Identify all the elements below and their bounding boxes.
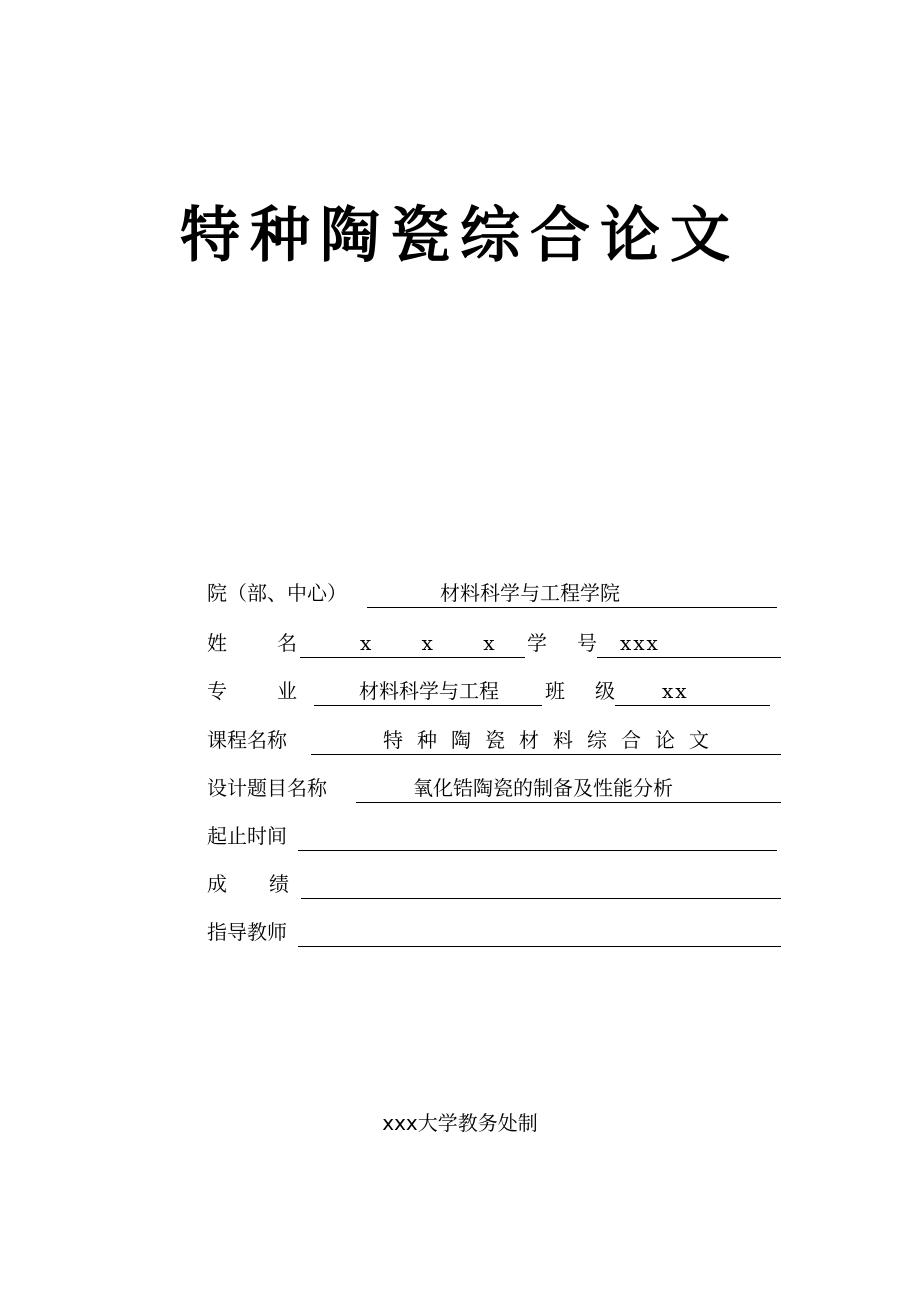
issuer-footer <box>0 1108 920 1138</box>
name-row <box>207 628 787 658</box>
period-label: 起止时间 <box>207 824 287 848</box>
student-id-value: xxx <box>620 631 660 655</box>
department-value: 材料科学与工程学院 <box>440 581 620 605</box>
student-id-label-a: 学 <box>527 631 547 655</box>
document-title: 特种陶瓷综合论文 <box>180 201 740 271</box>
name-label-a: 姓 <box>207 631 227 655</box>
design-title-value: 氧化锆陶瓷的制备及性能分析 <box>413 776 673 800</box>
course-label: 课程名称 <box>207 728 287 752</box>
issuer-text: 大学教务处制 <box>417 1111 538 1135</box>
class-underline <box>615 676 770 706</box>
major-label-a: 专 <box>207 679 227 703</box>
score-label <box>207 869 289 899</box>
score-label-a: 成 <box>207 872 227 896</box>
department-label: 院（部、中心） <box>207 581 347 605</box>
major-label-b: 业 <box>277 679 297 703</box>
major-label <box>207 676 297 706</box>
major-value: 材料科学与工程 <box>359 679 499 703</box>
period-row <box>207 821 787 851</box>
department-row <box>207 578 787 608</box>
class-label-a: 班 <box>545 679 565 703</box>
course-value: 特种陶瓷材料综合论文 <box>383 728 723 752</box>
advisor-underline <box>298 917 781 947</box>
class-label-b: 级 <box>595 679 615 703</box>
advisor-row <box>207 917 787 947</box>
design-title-row <box>207 773 787 803</box>
major-row <box>207 676 787 706</box>
design-title-label: 设计题目名称 <box>207 776 327 800</box>
student-id-label <box>527 628 597 658</box>
class-label <box>545 676 615 706</box>
period-underline <box>298 821 777 851</box>
name-label-b: 名 <box>277 631 297 655</box>
issuer-org: xxx <box>382 1111 418 1135</box>
name-label <box>207 628 297 658</box>
name-value: x x x <box>360 631 517 655</box>
advisor-label: 指导教师 <box>207 920 287 944</box>
student-id-label-b: 号 <box>577 631 597 655</box>
score-row <box>207 869 787 899</box>
course-row <box>207 725 787 755</box>
score-underline <box>301 869 781 899</box>
class-value: xx <box>662 679 689 703</box>
score-label-b: 绩 <box>269 872 289 896</box>
